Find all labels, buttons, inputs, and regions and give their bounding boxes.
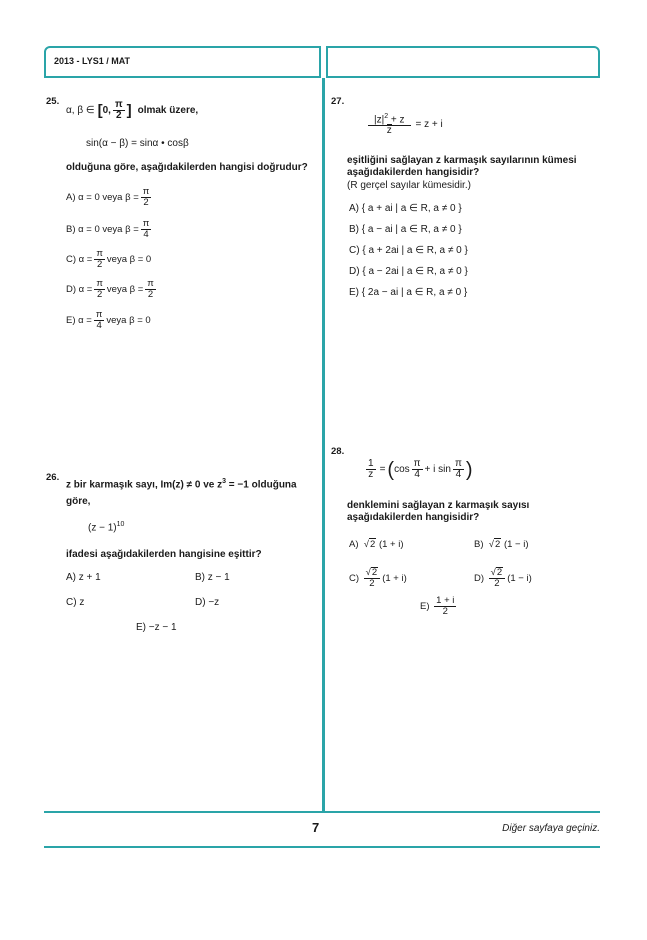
q28-option-b[interactable]: B) √ 2 (1 − i): [474, 538, 529, 550]
option-lhs: α =: [78, 315, 92, 326]
q28-cos-den: 4: [414, 469, 420, 480]
option-lhs: α = 0 veya β =: [78, 192, 139, 203]
q28-option-e[interactable]: [420, 596, 458, 617]
q26-option-d[interactable]: D) −z: [195, 597, 220, 608]
option-den: 4: [143, 229, 149, 240]
q25-option-c[interactable]: [66, 249, 151, 270]
q26-question: ifadesi aşağıdakilerden hangisine eşittir?: [66, 549, 262, 560]
header-left-box: [44, 46, 321, 78]
q26-line2: göre,: [66, 496, 91, 507]
q27-equation: [366, 112, 443, 136]
option-root: 2: [370, 539, 376, 550]
q28-cos-num: π: [413, 458, 421, 469]
q25-number: 25.: [46, 96, 60, 107]
q25-option-a[interactable]: [66, 187, 153, 208]
q26-option-a[interactable]: A) z + 1: [66, 572, 101, 583]
option-tail: (1 + i): [382, 572, 407, 584]
option-tail: (1 + i): [378, 538, 404, 550]
option-den: 2: [96, 289, 103, 300]
option-label: B): [66, 224, 76, 235]
q26-line1-text: z bir karmaşık sayı, Im(z) ≠ 0 ve z: [66, 479, 223, 491]
q25-option-e[interactable]: [66, 310, 151, 331]
option-lhs: α =: [78, 284, 93, 295]
q26-line1-tail: = −1 olduğuna: [226, 479, 297, 491]
option-label: E): [420, 601, 430, 612]
footer-rule-bottom: [44, 846, 600, 848]
q25-option-d[interactable]: [66, 279, 158, 300]
q28-number: 28.: [331, 446, 345, 457]
option-num: 1 + i: [436, 595, 455, 606]
q26-expr-base: (z − 1): [88, 522, 117, 534]
q28-lhs-den: z: [368, 469, 374, 480]
q25-interval-den: 2: [115, 110, 122, 121]
option-den: 2: [143, 197, 149, 208]
q26-line1-sup: 3: [222, 478, 227, 485]
option-label: D): [474, 572, 485, 584]
q26-expression: [88, 521, 124, 533]
q26-option-b[interactable]: B) z − 1: [195, 572, 230, 583]
q27-number: 27.: [331, 96, 345, 107]
option-label: C): [66, 254, 77, 265]
q26-line1: [66, 478, 297, 490]
q25-equation: sin(α − β) = sinα • cosβ: [86, 138, 189, 149]
q28-option-d[interactable]: D) $\frac{√2}{2}$ (1 − i): [474, 567, 532, 589]
option-label: A): [66, 192, 76, 203]
exam-title: 2013 - LYS1 / MAT: [54, 56, 131, 66]
q28-sin-num: π: [454, 458, 462, 469]
next-page-note: Diğer sayfaya geçiniz.: [502, 823, 600, 834]
column-divider: [322, 78, 325, 811]
page-number: 7: [312, 820, 320, 835]
option-root: 2: [495, 539, 501, 550]
q26-option-e[interactable]: E) −z − 1: [136, 622, 177, 633]
q27-num-tail: + z: [388, 114, 405, 126]
option-label: A): [349, 538, 359, 550]
option-label: C): [349, 572, 360, 584]
q25-premise-prefix: α, β ∈: [66, 105, 95, 116]
option-tail: veya β = 0: [106, 315, 151, 326]
option-den-2: 2: [147, 289, 154, 300]
option-root: 2: [496, 567, 503, 578]
q28-question-2: aşağıdakilerden hangisidir?: [347, 512, 480, 523]
option-tail: veya β = 0: [106, 254, 152, 265]
option-den: 2: [369, 578, 375, 589]
option-label: D): [66, 284, 77, 295]
q27-option-c[interactable]: C) { a + 2ai | a ∈ R, a ≠ 0 }: [349, 245, 468, 256]
q27-num-sup: 2: [384, 113, 389, 120]
q27-den: z: [386, 125, 392, 137]
q28-cos: cos: [394, 464, 410, 475]
q26-number: 26.: [46, 472, 60, 483]
footer-rule-top: [44, 811, 600, 813]
q27-num: |z|: [374, 114, 385, 126]
option-tail: (1 − i): [507, 572, 532, 584]
q27-question-1: eşitliğini sağlayan z karmaşık sayılarının kümesi: [347, 155, 577, 166]
option-den: 2: [494, 578, 500, 589]
option-tail: (1 − i): [503, 538, 529, 550]
q25-question: olduğuna göre, aşağıdakilerden hangisi doğrudur?: [66, 162, 308, 173]
q25-premise-suffix: olmak üzere,: [137, 105, 199, 116]
q27-option-d[interactable]: D) { a − 2ai | a ∈ R, a ≠ 0 }: [349, 266, 468, 277]
q28-isin: + i sin: [424, 464, 451, 475]
option-num-2: π: [147, 278, 154, 289]
q28-lhs-num: 1: [368, 458, 374, 469]
q25-interval-num: π: [114, 99, 123, 110]
q28-option-c[interactable]: C) $\frac{√2}{2}$ (1 + i): [349, 567, 407, 589]
option-lhs: α =: [78, 254, 93, 265]
option-num: π: [95, 309, 103, 320]
q27-note: (R gerçel sayılar kümesidir.): [347, 180, 471, 191]
option-num: π: [142, 186, 150, 197]
q28-question-1: denklemini sağlayan z karmaşık sayısı: [347, 500, 530, 511]
q28-option-a[interactable]: A) √ 2 (1 + i): [349, 538, 404, 550]
q25-interval-start: 0,: [102, 105, 111, 116]
option-root: 2: [371, 567, 378, 578]
option-lhs: α = 0 veya β =: [78, 224, 139, 235]
option-num: π: [96, 278, 103, 289]
q28-equation: $\frac{1}{z}$ = ( cos $\frac{\pi}{4}$ + i sin $\frac{\pi}{4}$ ): [368, 458, 473, 481]
q26-option-c[interactable]: C) z: [66, 597, 85, 608]
q25-premise: α, β ∈ [ 0, $\frac{\pi}{2}$ ] olmak üzere,: [66, 99, 199, 121]
q27-option-e[interactable]: E) { 2a − ai | a ∈ R, a ≠ 0 }: [349, 287, 468, 298]
q27-question-2: aşağıdakilerden hangisidir?: [347, 167, 480, 178]
q27-rhs: = z + i: [415, 118, 443, 130]
q28-sin-den: 4: [455, 469, 462, 480]
option-num: π: [142, 218, 150, 229]
option-label: E): [66, 315, 76, 326]
option-den: 4: [96, 320, 102, 331]
q25-option-b[interactable]: [66, 219, 153, 240]
q27-option-a[interactable]: A) { a + ai | a ∈ R, a ≠ 0 }: [349, 203, 462, 214]
option-den: 2: [442, 606, 448, 617]
q26-expr-sup: 10: [116, 521, 125, 528]
option-num: π: [96, 248, 103, 259]
option-label: B): [474, 538, 484, 550]
q28-eq: =: [379, 464, 386, 475]
q27-option-b[interactable]: B) { a − ai | a ∈ R, a ≠ 0 }: [349, 224, 462, 235]
option-tail: veya β =: [106, 284, 144, 295]
option-den: 2: [96, 259, 103, 270]
header-right-box: [326, 46, 600, 78]
